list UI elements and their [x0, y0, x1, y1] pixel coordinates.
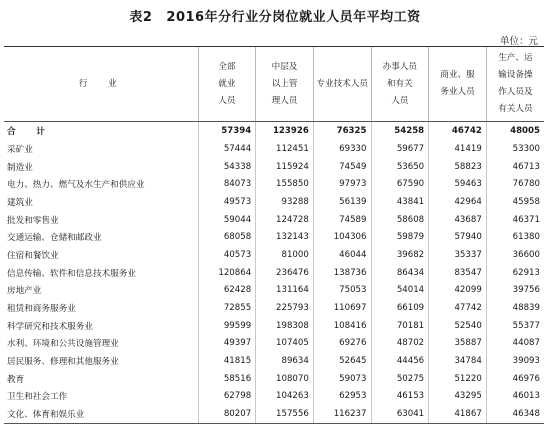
- table-row: [4, 352, 544, 370]
- salary-value-col-3: 58608: [371, 211, 429, 229]
- table-row: [4, 228, 544, 246]
- industry-name: 租赁和商务服务业: [7, 304, 76, 315]
- salary-value-col-2: 104306: [313, 228, 371, 246]
- salary-value-col-3: 50275: [371, 370, 429, 388]
- salary-value-col-2: 69330: [313, 140, 371, 158]
- salary-value-col-1: 155850: [256, 175, 314, 193]
- column-header-line: 专业技术人员: [316, 78, 368, 89]
- column-header-line: 人员: [391, 95, 409, 106]
- salary-value-col-2: 52645: [313, 352, 371, 370]
- salary-value-col-0: 49397: [198, 335, 256, 353]
- salary-value-col-3: 70181: [371, 317, 429, 335]
- salary-value-col-5: 48005: [486, 122, 544, 141]
- column-header-line: 以上管: [271, 78, 298, 89]
- salary-value-col-2: 110697: [313, 299, 371, 317]
- salary-value-col-4: 41419: [429, 140, 487, 158]
- salary-value-col-2: 138736: [313, 264, 371, 282]
- industry-name: 水利、环境和公共设施管理业: [7, 339, 119, 350]
- industry-name: 合 计: [7, 127, 51, 137]
- salary-value-col-4: 43295: [429, 388, 487, 406]
- salary-value-col-0: 57444: [198, 140, 256, 158]
- salary-value-col-4: 83547: [429, 264, 487, 282]
- salary-value-col-5: 45958: [486, 193, 544, 211]
- salary-value-col-3: 66109: [371, 299, 429, 317]
- table-title: [0, 6, 550, 25]
- salary-value-col-0: 62428: [198, 282, 256, 300]
- salary-value-col-5: 39756: [486, 282, 544, 300]
- industry-name: 建筑业: [7, 197, 33, 208]
- salary-value-col-2: 62953: [313, 388, 371, 406]
- salary-value-col-5: 46713: [486, 158, 544, 176]
- column-header-2: [313, 47, 371, 122]
- salary-value-col-3: 44456: [371, 352, 429, 370]
- salary-value-col-3: 63041: [371, 405, 429, 423]
- salary-value-col-1: 112451: [256, 140, 314, 158]
- salary-value-col-2: 108416: [313, 317, 371, 335]
- industry-name: 交通运输、仓储和邮政业: [7, 233, 102, 244]
- salary-value-col-0: 57394: [198, 122, 256, 141]
- column-header-1: [256, 47, 314, 122]
- salary-value-col-1: 123926: [256, 122, 314, 141]
- column-header-line: 输设备操: [498, 70, 533, 80]
- salary-value-col-1: 131164: [256, 282, 314, 300]
- column-header-line: 商业、服: [440, 70, 475, 80]
- column-header-line: 有关人员: [498, 104, 533, 114]
- column-header-line: 人员: [218, 95, 236, 106]
- salary-value-col-2: 75053: [313, 282, 371, 300]
- table-body: [4, 122, 544, 424]
- table-row: [4, 405, 544, 423]
- table-row: [4, 299, 544, 317]
- salary-value-col-2: 97973: [313, 175, 371, 193]
- salary-value-col-4: 35887: [429, 335, 487, 353]
- industry-name: 电力、热力、燃气及水生产和供应业: [7, 180, 145, 191]
- salary-value-col-3: 46153: [371, 388, 429, 406]
- table-row: [4, 317, 544, 335]
- column-header-line: 中层及: [271, 61, 298, 72]
- salary-value-col-2: 74549: [313, 158, 371, 176]
- salary-value-col-0: 99599: [198, 317, 256, 335]
- salary-value-col-1: 198308: [256, 317, 314, 335]
- salary-value-col-5: 46976: [486, 370, 544, 388]
- salary-value-col-0: 72855: [198, 299, 256, 317]
- column-header-line: 全部: [218, 61, 236, 72]
- table-row: [4, 158, 544, 176]
- salary-value-col-0: 49573: [198, 193, 256, 211]
- salary-value-col-4: 46742: [429, 122, 487, 141]
- salary-value-col-5: 76780: [486, 175, 544, 193]
- table-number: 表2: [129, 10, 153, 25]
- salary-value-col-4: 51220: [429, 370, 487, 388]
- table-row: [4, 246, 544, 264]
- salary-value-col-5: 36600: [486, 246, 544, 264]
- table-row: [4, 140, 544, 158]
- total-row: [4, 122, 544, 141]
- industry-name: 房地产业: [7, 286, 42, 297]
- industry-column-header: 行 业: [4, 47, 198, 122]
- column-header-4: [429, 47, 487, 122]
- industry-name: 批发和零售业: [7, 215, 59, 226]
- salary-value-col-1: 93288: [256, 193, 314, 211]
- salary-value-col-1: 107405: [256, 335, 314, 353]
- salary-value-col-3: 67590: [371, 175, 429, 193]
- salary-value-col-4: 59463: [429, 175, 487, 193]
- salary-value-col-1: 157556: [256, 405, 314, 423]
- industry-name: 卫生和社会工作: [7, 392, 68, 403]
- salary-value-col-3: 59677: [371, 140, 429, 158]
- salary-value-col-0: 84073: [198, 175, 256, 193]
- table-row: [4, 264, 544, 282]
- salary-value-col-2: 76325: [313, 122, 371, 141]
- salary-value-col-4: 41867: [429, 405, 487, 423]
- unit-label: 单位：元: [499, 36, 538, 47]
- salary-value-col-0: 40573: [198, 246, 256, 264]
- salary-value-col-4: 52540: [429, 317, 487, 335]
- salary-value-col-4: 58823: [429, 158, 487, 176]
- salary-value-col-4: 42099: [429, 282, 487, 300]
- industry-name: 采矿业: [7, 144, 33, 155]
- salary-value-col-5: 46371: [486, 211, 544, 229]
- table-row: [4, 370, 544, 388]
- salary-value-col-2: 116237: [313, 405, 371, 423]
- salary-value-col-1: 115924: [256, 158, 314, 176]
- salary-value-col-5: 55377: [486, 317, 544, 335]
- salary-value-col-2: 46044: [313, 246, 371, 264]
- table-row: [4, 388, 544, 406]
- industry-name: 文化、体育和娱乐业: [4, 405, 198, 423]
- table-row: [4, 335, 544, 353]
- column-header-line: 办事人员: [382, 61, 418, 72]
- industry-name: 信息传输、软件和信息技术服务业: [7, 268, 136, 279]
- salary-value-col-0: 80207: [198, 405, 256, 423]
- table-row: [4, 193, 544, 211]
- salary-value-col-3: 53650: [371, 158, 429, 176]
- salary-value-col-0: 68058: [198, 228, 256, 246]
- salary-value-col-3: 86434: [371, 264, 429, 282]
- salary-value-col-0: 62798: [198, 388, 256, 406]
- salary-value-col-5: 61380: [486, 228, 544, 246]
- column-header-5: [486, 47, 544, 122]
- header-row: [4, 47, 544, 122]
- column-header-line: 和有关: [386, 78, 413, 89]
- salary-value-col-1: 89634: [256, 352, 314, 370]
- salary-value-col-2: 56139: [313, 193, 371, 211]
- salary-value-col-1: 104263: [256, 388, 314, 406]
- salary-value-col-1: 132143: [256, 228, 314, 246]
- column-header-line: 理人员: [271, 95, 298, 106]
- table-row: [4, 175, 544, 193]
- salary-value-col-0: 54338: [198, 158, 256, 176]
- salary-value-col-0: 58516: [198, 370, 256, 388]
- column-header-3: [371, 47, 429, 122]
- column-header-line: 就业: [218, 78, 236, 89]
- industry-name: 居民服务、修理和其他服务业: [7, 357, 119, 368]
- column-header-line: 生产、运: [498, 53, 533, 63]
- salary-value-col-4: 34784: [429, 352, 487, 370]
- salary-value-col-4: 43687: [429, 211, 487, 229]
- salary-value-col-1: 225793: [256, 299, 314, 317]
- salary-value-col-1: 124728: [256, 211, 314, 229]
- salary-value-col-5: 53300: [486, 140, 544, 158]
- salary-value-col-3: 54014: [371, 282, 429, 300]
- salary-value-col-4: 47742: [429, 299, 487, 317]
- salary-value-col-5: 48839: [486, 299, 544, 317]
- salary-value-col-1: 236476: [256, 264, 314, 282]
- salary-value-col-1: 108070: [256, 370, 314, 388]
- industry-name: 科学研究和技术服务业: [7, 321, 93, 332]
- salary-value-col-3: 48702: [371, 335, 429, 353]
- table-row: [4, 282, 544, 300]
- industry-name: 制造业: [7, 162, 33, 173]
- salary-value-col-4: 35337: [429, 246, 487, 264]
- salary-value-col-2: 59073: [313, 370, 371, 388]
- salary-value-col-3: 54258: [371, 122, 429, 141]
- salary-value-col-0: 120864: [198, 264, 256, 282]
- salary-value-col-2: 69276: [313, 335, 371, 353]
- salary-value-col-0: 59044: [198, 211, 256, 229]
- salary-value-col-0: 41815: [198, 352, 256, 370]
- salary-value-col-5: 62913: [486, 264, 544, 282]
- salary-value-col-3: 59879: [371, 228, 429, 246]
- salary-value-col-4: 57940: [429, 228, 487, 246]
- column-header-0: [198, 47, 256, 122]
- salary-value-col-2: 74589: [313, 211, 371, 229]
- salary-value-col-5: 44087: [486, 335, 544, 353]
- salary-value-col-1: 81000: [256, 246, 314, 264]
- industry-name: 住宿和餐饮业: [7, 250, 59, 261]
- salary-value-col-4: 42964: [429, 193, 487, 211]
- salary-value-col-5: 46348: [486, 405, 544, 423]
- salary-value-col-5: 46013: [486, 388, 544, 406]
- table-row: [4, 211, 544, 229]
- salary-value-col-3: 39682: [371, 246, 429, 264]
- salary-table: [4, 46, 544, 424]
- salary-value-col-5: 39093: [486, 352, 544, 370]
- salary-value-col-3: 43841: [371, 193, 429, 211]
- column-header-line: 务业人员: [440, 87, 475, 97]
- industry-name: 教育: [7, 374, 25, 385]
- column-header-line: 作人员及: [498, 87, 533, 97]
- table-title-text: 2016年分行业分岗位就业人员年平均工资: [166, 10, 421, 25]
